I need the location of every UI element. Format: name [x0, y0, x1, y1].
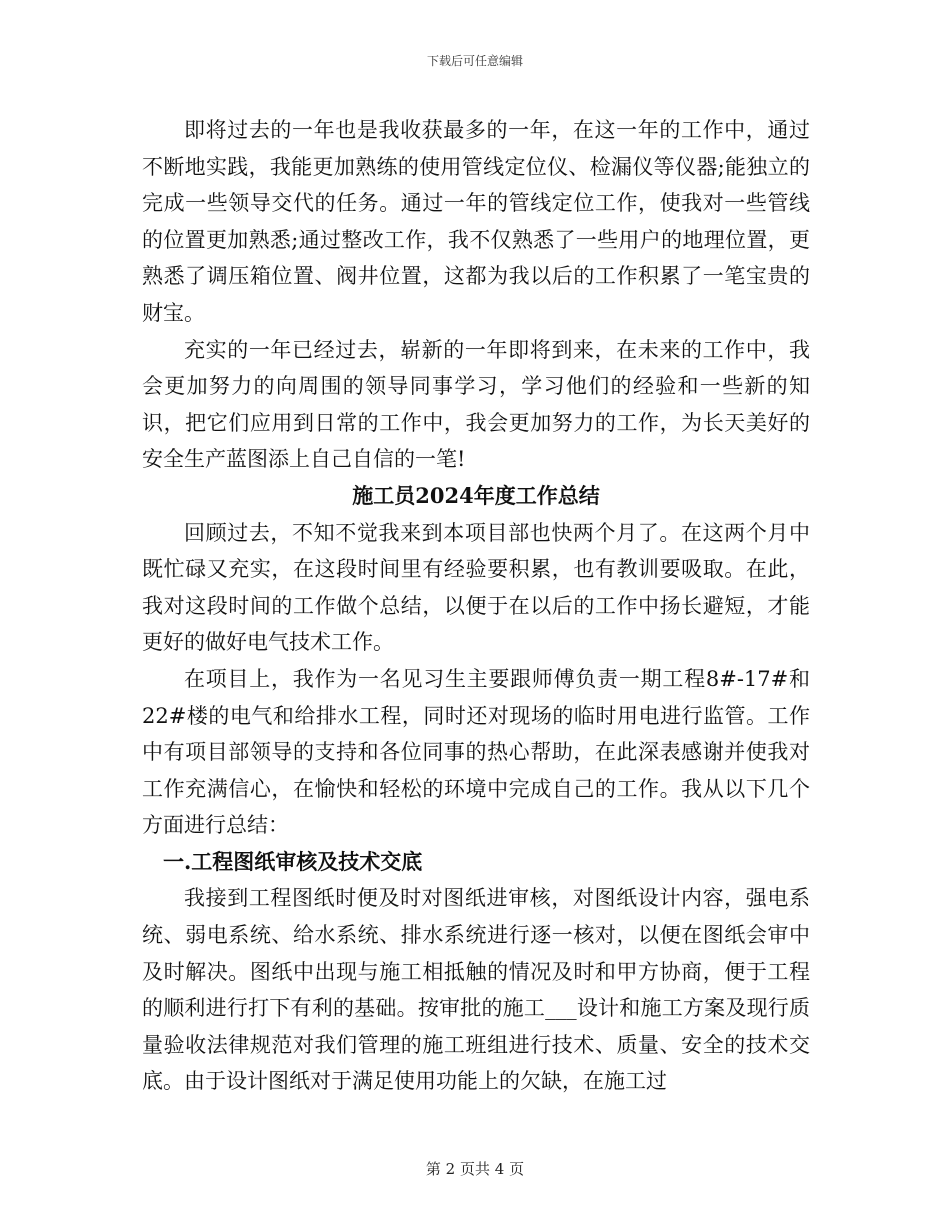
- document-title: 施工员2024年度工作总结: [352, 482, 600, 508]
- document-body: [142, 112, 810, 1100]
- page-number: 第 2 页共 4 页: [425, 1160, 525, 1178]
- paragraph: 回顾过去，不知不觉我来到本项目部也快两个月了。在这两个月中既忙碌又充实，在这段时间里有经验要积累，也有教训要吸取。在此，我对这段时间的工作做个总结，以便于在以后的工作中扬长避短，才能更好的做好电气技术工作。: [142, 520, 810, 655]
- page-header-note: 下载后可任意编辑: [426, 54, 523, 68]
- paragraph: 我接到工程图纸时便及时对图纸进审核，对图纸设计内容，强电系统、弱电系统、给水系统、排水系统进行逐一核对，以便在图纸会审中及时解决。图纸中出现与施工相抵触的情况及时和甲方协商，便于工程的顺利进行打下有利的基础。按审批的施工___设计和施工方案及现行质量验收法律规范对我们管理的施工班组进行技术、质量、安全的技术交底。由于设计图纸对于满足使用功能上的欠缺，在施工过: [142, 886, 810, 1094]
- paragraph: 即将过去的一年也是我收获最多的一年，在这一年的工作中，通过不断地实践，我能更加熟练的使用管线定位仪、检漏仪等仪器;能独立的完成一些领导交代的任务。通过一年的管线定位工作，使我对一些管线的位置更加熟悉;通过整改工作，我不仅熟悉了一些用户的地理位置，更熟悉了调压箱位置、阀井位置，这都为我以后的工作积累了一笔宝贵的财宝。: [142, 118, 810, 325]
- paragraph: 充实的一年已经过去，崭新的一年即将到来，在未来的工作中，我会更加努力的向周围的领导同事学习，学习他们的经验和一些新的知识，把它们应用到日常的工作中，我会更加努力的工作，为长天美好的安全生产蓝图添上自己自信的一笔!: [142, 337, 810, 472]
- paragraph: 在项目上，我作为一名见习生主要跟师傅负责一期工程8#-17#和22#楼的电气和给排水工程，同时还对现场的临时用电进行监管。工作中有项目部领导的支持和各位同事的热心帮助，在此深表感谢并使我对工作充满信心，在愉快和轻松的环境中完成自己的工作。我从以下几个方面进行总结：: [142, 666, 810, 838]
- section-heading: 一.工程图纸审核及技术交底: [163, 848, 423, 874]
